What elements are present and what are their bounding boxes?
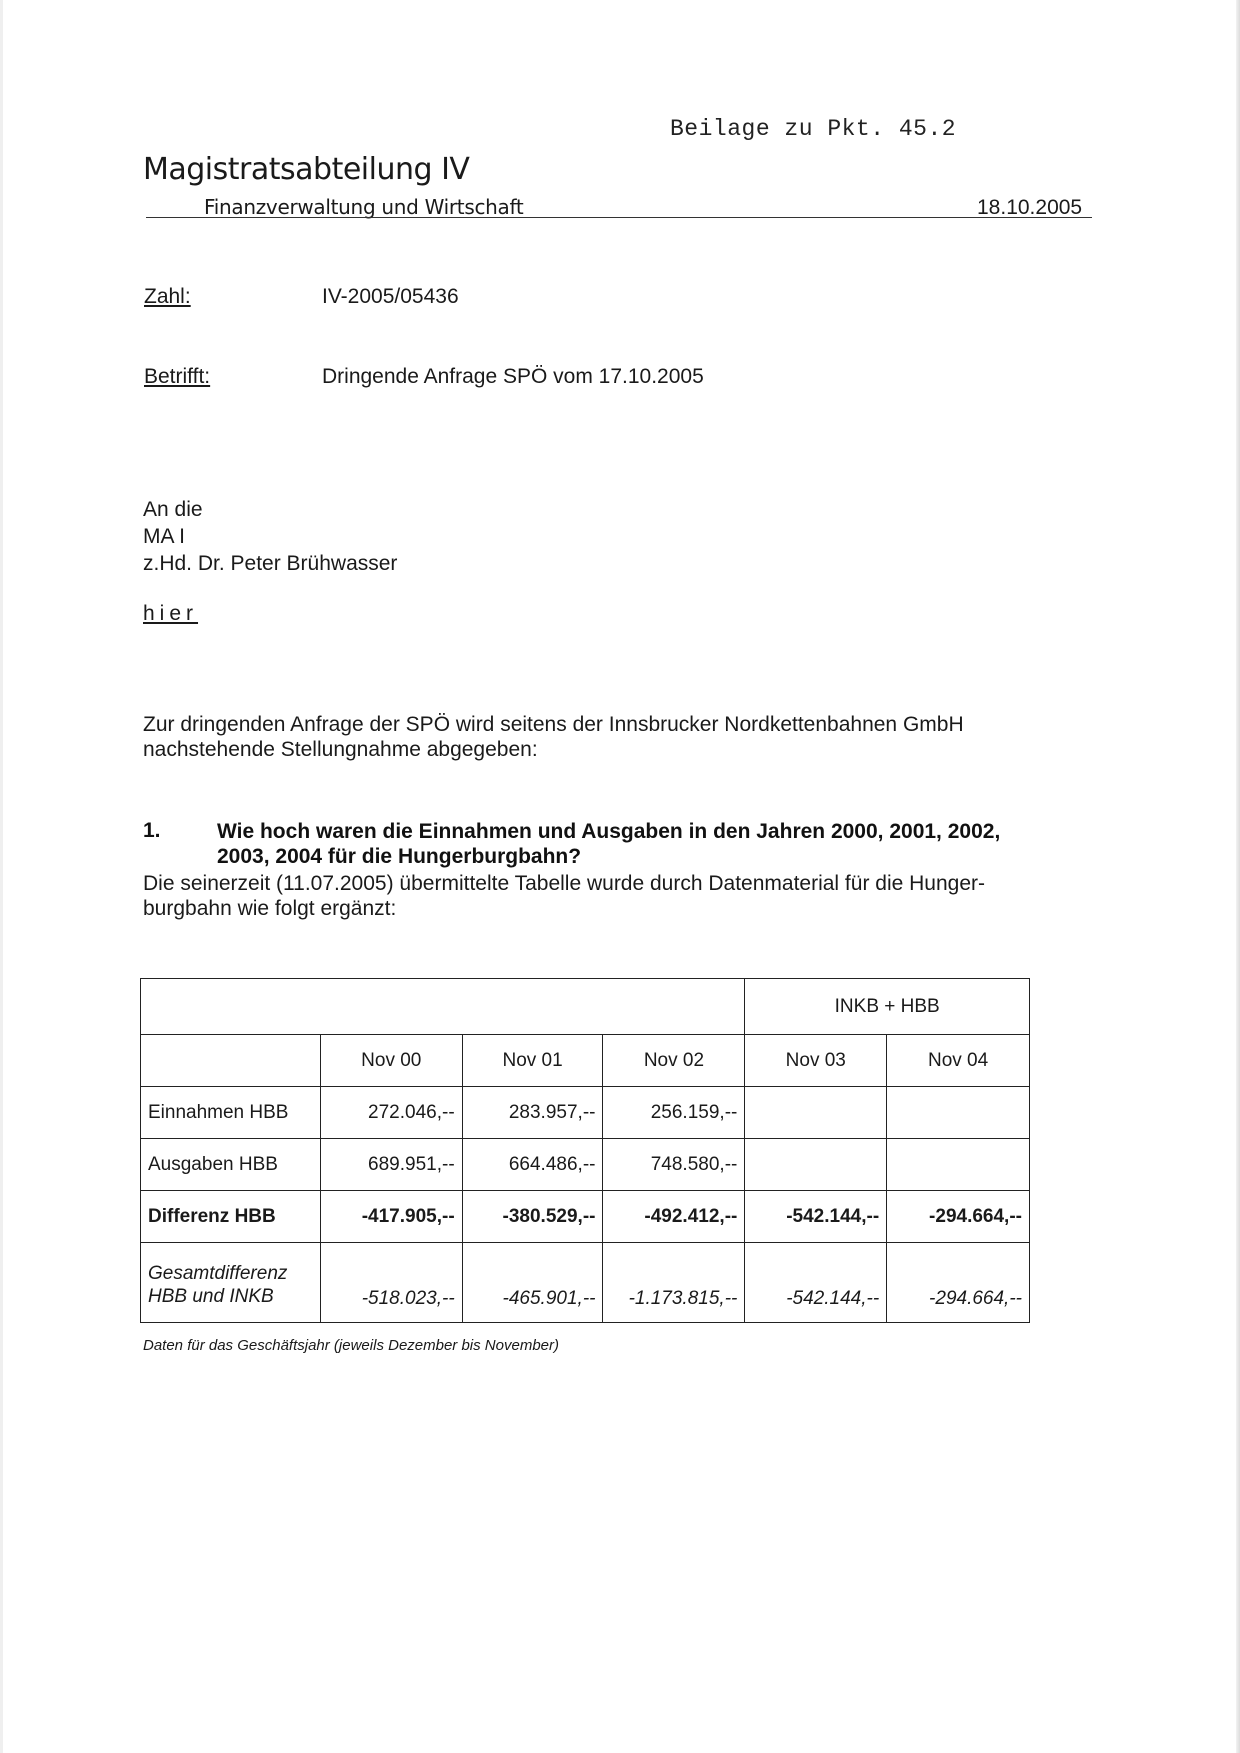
question-number: 1. bbox=[143, 819, 161, 842]
department-title: Magistratsabteilung IV bbox=[143, 152, 470, 187]
table-cell: 272.046,-- bbox=[320, 1087, 462, 1139]
betrifft-label: Betrifft: bbox=[144, 365, 211, 388]
table-cell: -542.144,-- bbox=[745, 1191, 887, 1243]
table-cell: -417.905,-- bbox=[320, 1191, 462, 1243]
header-divider bbox=[146, 217, 1092, 218]
row-label: Einnahmen HBB bbox=[141, 1087, 321, 1139]
intro-line-1: Zur dringenden Anfrage der SPÖ wird seitens der Innsbrucker Nordkettenbahnen GmbH bbox=[143, 713, 964, 736]
scan-edge-left bbox=[0, 0, 3, 1753]
financial-table bbox=[140, 978, 1030, 1323]
table-cell: 256.159,-- bbox=[603, 1087, 745, 1139]
table-cell: -465.901,-- bbox=[462, 1243, 603, 1323]
row-label bbox=[141, 1243, 321, 1323]
table-cell bbox=[745, 1087, 887, 1139]
table-cell: -294.664,-- bbox=[887, 1243, 1030, 1323]
column-header: Nov 00 bbox=[320, 1035, 462, 1087]
table-group-header-row bbox=[141, 979, 1030, 1035]
table-cell: -294.664,-- bbox=[887, 1191, 1030, 1243]
column-header: Nov 01 bbox=[462, 1035, 603, 1087]
address-line-2: MA I bbox=[143, 525, 186, 548]
scan-edge-right bbox=[1236, 0, 1240, 1753]
question-line-1: Wie hoch waren die Einnahmen und Ausgaben in den Jahren 2000, 2001, 2002, bbox=[217, 820, 1001, 843]
table-cell bbox=[887, 1139, 1030, 1191]
answer-paragraph bbox=[143, 871, 985, 921]
table-cell: 748.580,-- bbox=[603, 1139, 745, 1191]
table-cell: 689.951,-- bbox=[320, 1139, 462, 1191]
intro-paragraph bbox=[143, 712, 964, 762]
table-cell: 283.957,-- bbox=[462, 1087, 603, 1139]
row-label: Ausgaben HBB bbox=[141, 1139, 321, 1191]
table-row bbox=[141, 1139, 1030, 1191]
table-cell bbox=[745, 1139, 887, 1191]
column-header: Nov 04 bbox=[887, 1035, 1030, 1087]
table-header-empty-cell bbox=[141, 979, 745, 1035]
betrifft-value: Dringende Anfrage SPÖ vom 17.10.2005 bbox=[322, 365, 704, 388]
table-row bbox=[141, 1191, 1030, 1243]
table-cell bbox=[887, 1087, 1030, 1139]
zahl-label: Zahl: bbox=[144, 285, 191, 308]
table-cell: -542.144,-- bbox=[745, 1243, 887, 1323]
zahl-value: IV-2005/05436 bbox=[322, 285, 459, 308]
intro-line-2: nachstehende Stellungnahme abgegeben: bbox=[143, 738, 538, 761]
answer-line-2: burgbahn wie folgt ergänzt: bbox=[143, 897, 397, 920]
table-footnote: Daten für das Geschäftsjahr (jeweils Dezember bis November) bbox=[143, 1337, 559, 1354]
table-row bbox=[141, 1243, 1030, 1323]
address-line-3: z.Hd. Dr. Peter Brühwasser bbox=[143, 552, 398, 575]
recipient-address bbox=[143, 496, 397, 577]
table-cell: -518.023,-- bbox=[320, 1243, 462, 1323]
question-text bbox=[217, 819, 1087, 869]
hier-label: hier bbox=[143, 602, 199, 625]
table-cell: -492.412,-- bbox=[603, 1191, 745, 1243]
table-cell: -1.173.815,-- bbox=[603, 1243, 745, 1323]
document-date: 18.10.2005 bbox=[977, 196, 1083, 219]
group-header-inkb-hbb: INKB + HBB bbox=[745, 979, 1030, 1035]
table-row bbox=[141, 1087, 1030, 1139]
attachment-reference: Beilage zu Pkt. 45.2 bbox=[670, 116, 957, 142]
row-label: Differenz HBB bbox=[141, 1191, 321, 1243]
column-header: Nov 02 bbox=[603, 1035, 745, 1087]
row-label-line-1: Gesamtdifferenz bbox=[148, 1262, 288, 1284]
column-header: Nov 03 bbox=[745, 1035, 887, 1087]
department-subtitle: Finanzverwaltung und Wirtschaft bbox=[204, 195, 524, 219]
table-cell: -380.529,-- bbox=[462, 1191, 603, 1243]
table-column-header-row bbox=[141, 1035, 1030, 1087]
row-label-line-2: HBB und INKB bbox=[148, 1285, 274, 1307]
answer-line-1: Die seinerzeit (11.07.2005) übermittelte Tabelle wurde durch Datenmaterial für die Hunger- bbox=[143, 872, 985, 895]
address-line-1: An die bbox=[143, 498, 203, 521]
table-cell: 664.486,-- bbox=[462, 1139, 603, 1191]
question-line-2: 2003, 2004 für die Hungerburgbahn? bbox=[217, 845, 582, 868]
column-header-empty bbox=[141, 1035, 321, 1087]
